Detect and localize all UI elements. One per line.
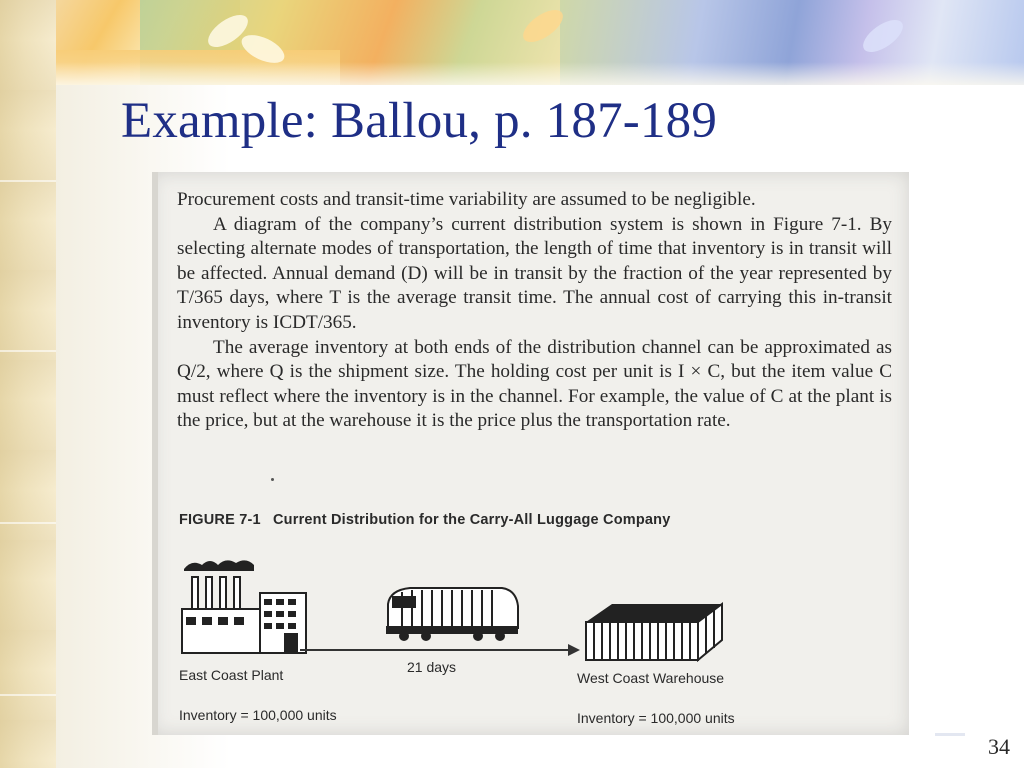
train-icon — [382, 582, 522, 644]
corner-decoration — [935, 733, 965, 736]
left-strip-divider — [0, 350, 56, 352]
figure-title: Current Distribution for the Carry-All Luggage Company — [273, 512, 671, 528]
transit-arrow — [300, 649, 572, 651]
figure-caption — [179, 512, 671, 528]
origin-inventory: Inventory = 100,000 units — [179, 707, 337, 723]
left-strip-divider — [0, 522, 56, 524]
excerpt-paragraph: A diagram of the company’s current distribution system is shown in Figure 7-1. By selecting alternate modes of transportation, the length of time that inventory is in transit will be affected. Annual demand (D) will be in transit by the fraction of the year represented by T/365 days, where T is the average transit time. The annual cost of carrying this in-transit inventory is ICDT/365. — [177, 213, 892, 333]
transit-time-label: 21 days — [407, 659, 457, 675]
slide-number: 34 — [988, 734, 1010, 759]
scan-edge-shadow — [152, 172, 158, 735]
transit-arrow-head — [568, 644, 580, 656]
factory-icon — [178, 557, 308, 657]
left-strip-divider — [0, 180, 56, 182]
scanned-excerpt — [152, 172, 909, 735]
destination-inventory: Inventory = 100,000 units — [577, 710, 735, 726]
warehouse-icon — [584, 600, 724, 662]
origin-label: East Coast Plant — [179, 667, 284, 683]
excerpt-paragraph: Procurement costs and transit-time variability are assumed to be negligible. — [177, 189, 756, 210]
left-strip-texture — [0, 0, 56, 768]
left-decorative-strip — [0, 0, 56, 768]
header-artwork — [0, 0, 1024, 85]
scan-speck — [271, 478, 274, 481]
figure-number: FIGURE 7-1 — [179, 512, 261, 528]
header-art-fade — [0, 62, 1024, 85]
slide-title: Example: Ballou, p. 187-189 — [121, 93, 718, 149]
left-strip-divider — [0, 694, 56, 696]
excerpt-paragraph: The average inventory at both ends of the distribution channel can be approximated as Q/2, where Q is the shipment size. The holding cost per unit is I × C, but the item value C must reflect where the inventory is in the channel. For example, the value of C at the plant is the price, but at the warehouse it is the price plus the transportation rate. — [177, 336, 892, 432]
destination-label: West Coast Warehouse — [577, 670, 725, 686]
excerpt-body — [177, 188, 892, 434]
